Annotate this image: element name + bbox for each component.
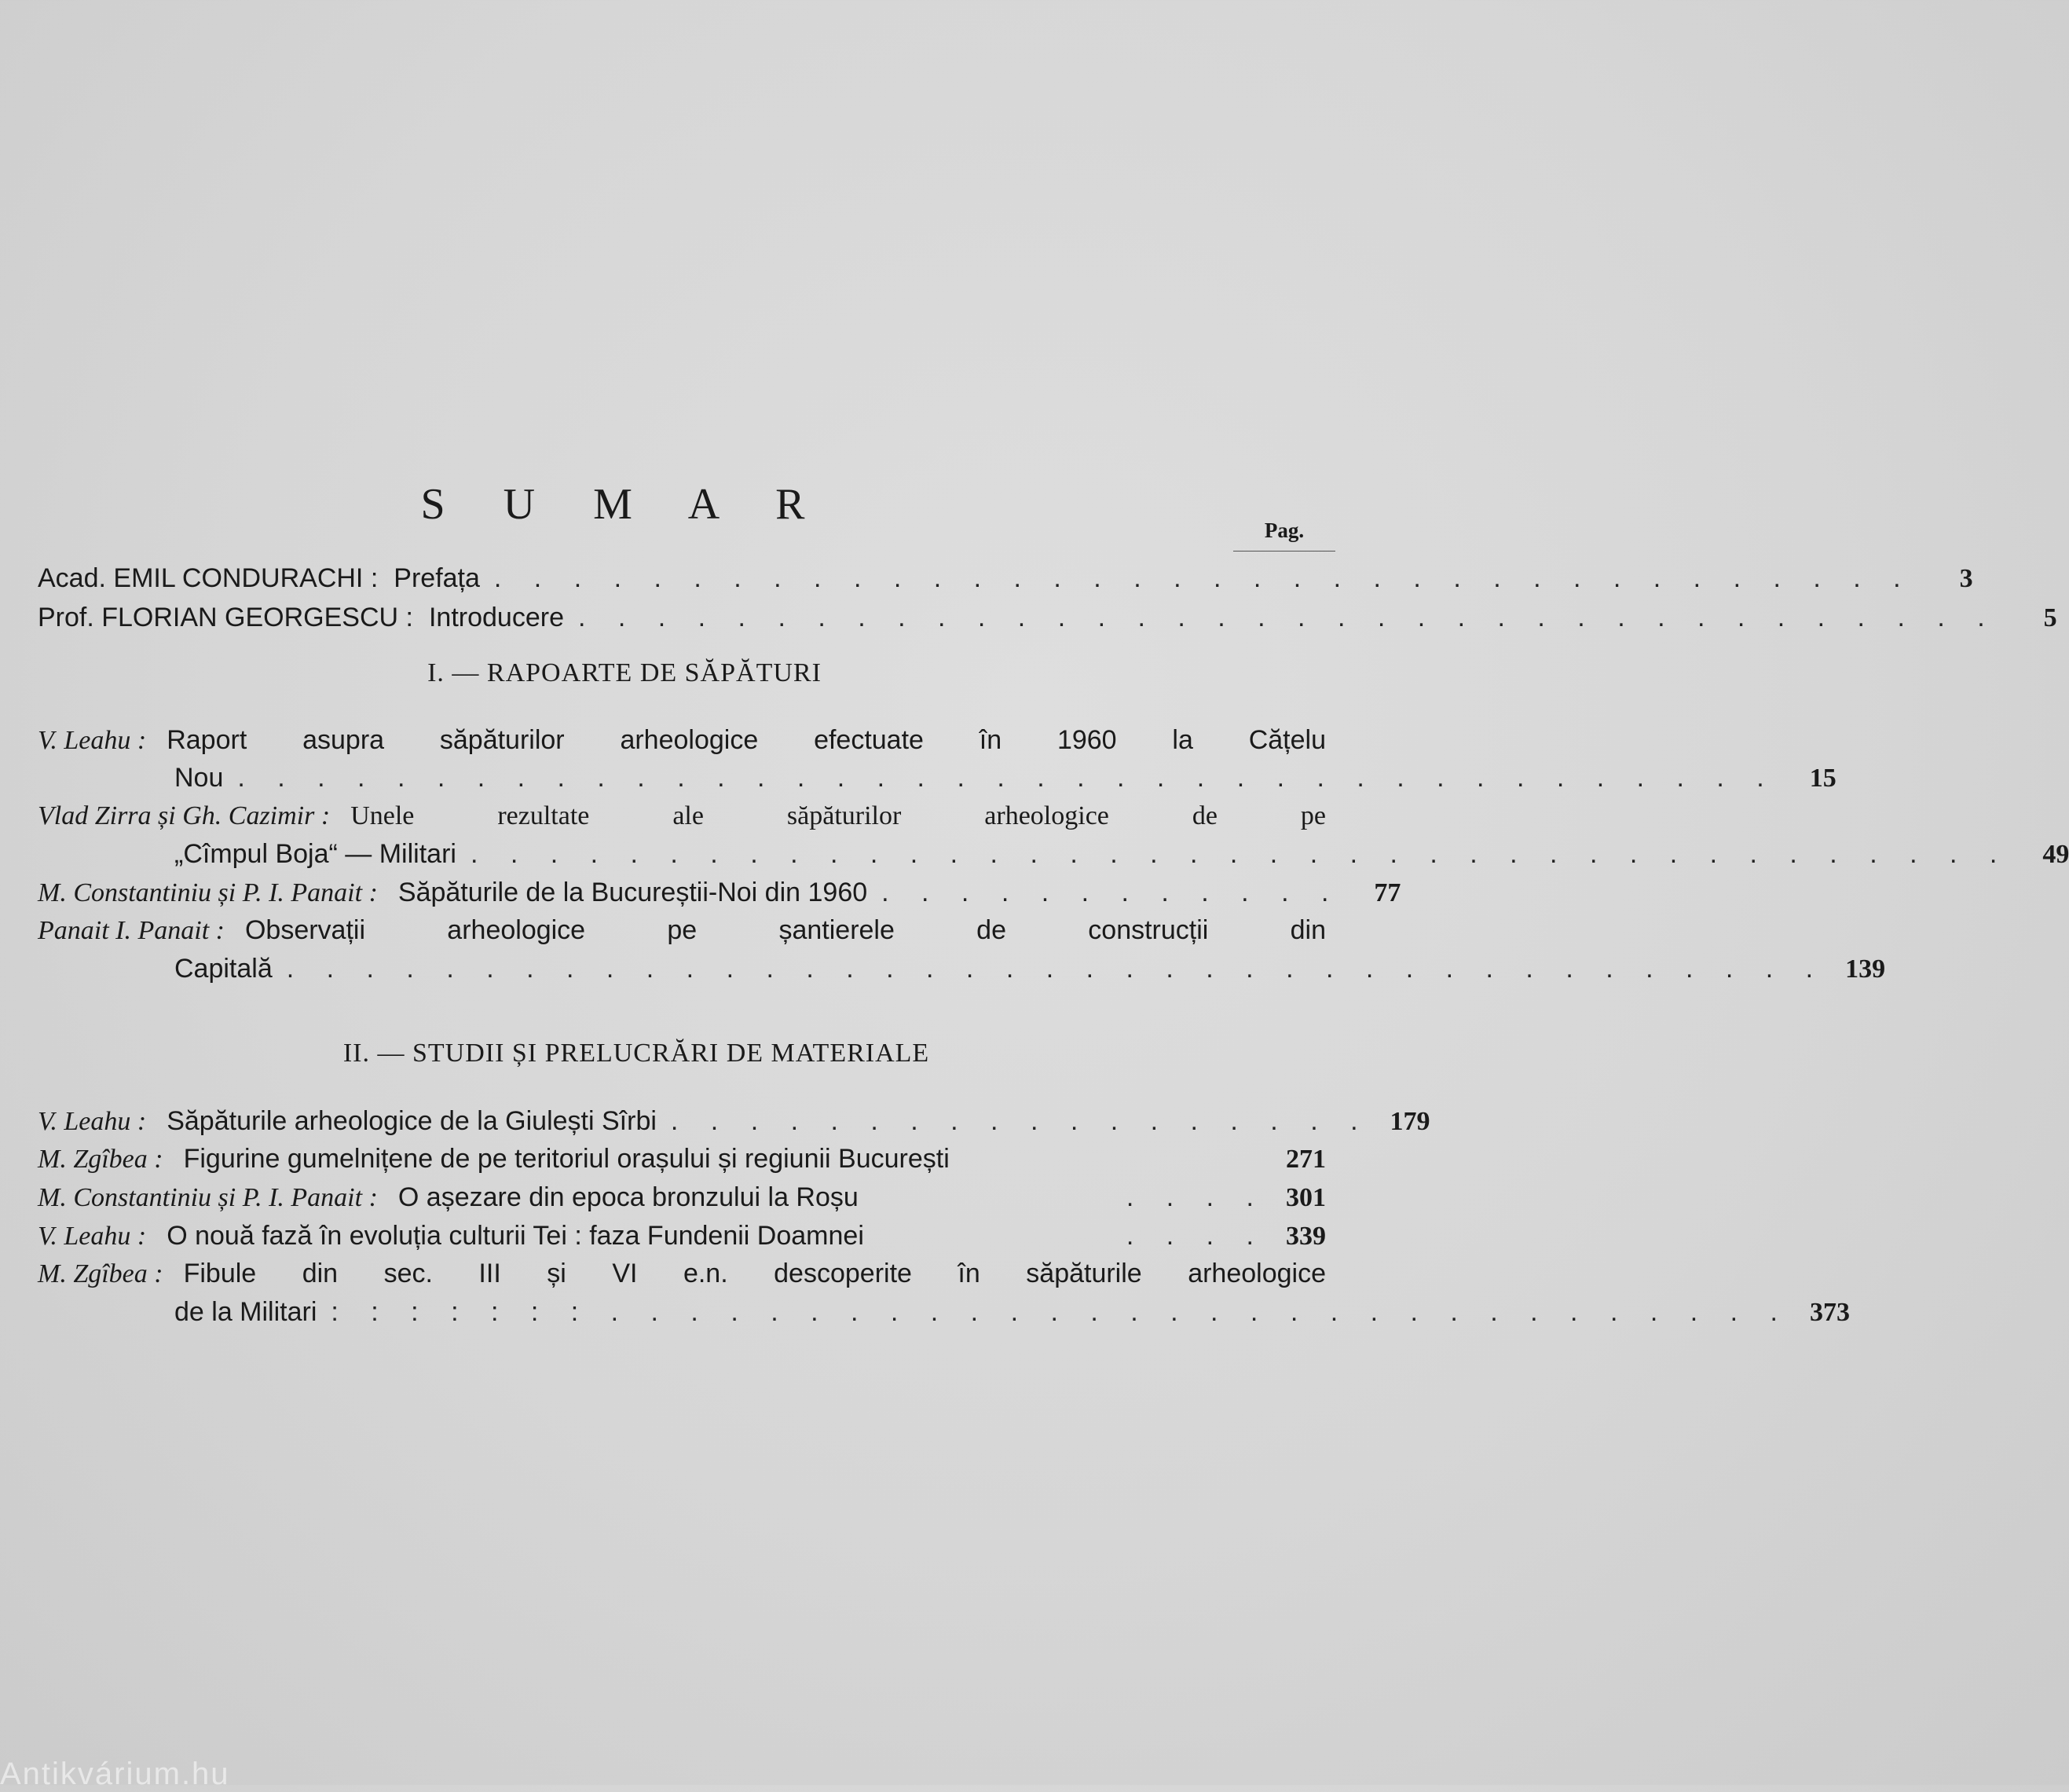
- toc-page-number: 49: [2042, 840, 2069, 869]
- toc-entry: [38, 721, 1326, 759]
- toc-title: Introducere: [428, 603, 564, 632]
- watermark: Antikvárium.hu: [0, 1757, 230, 1791]
- toc-title-continuation: „Cîmpul Boja“ — Militari: [174, 839, 456, 869]
- dot-leader: . . . . . . . . . . . . . . . . . . . . . . . . . . . . . . . . . . . .: [493, 563, 1913, 593]
- toc-title: Figurine gumelnițene de pe teritoriul orașului și regiunii București: [183, 1144, 950, 1174]
- section-heading-1: I. — RAPOARTE DE SĂPĂTURI: [427, 658, 822, 687]
- toc-entry: [38, 1178, 1326, 1216]
- dot-leader: . . . . . . . . . . . . . . . . . . . . . . . . . . . . . . . . . . . . . . .: [237, 763, 1777, 793]
- toc-title: O așezare din epoca bronzului la Roșu: [397, 1182, 859, 1212]
- dot-leader: . . . .: [1126, 1221, 1266, 1251]
- toc-entry-introduction: [38, 599, 2057, 636]
- page-column-header: Pag.: [1233, 519, 1335, 552]
- dot-leader: . . . . . . . . . . . . . . . . . . . . . . . . . . . . . . . . . . . .: [577, 603, 1998, 632]
- toc-title-continuation: de la Militari: [174, 1297, 317, 1327]
- toc-entry-preface: [38, 559, 1973, 597]
- toc-author: M. Constantiniu și P. I. Panait :: [38, 878, 378, 907]
- toc-page-number: 271: [1286, 1145, 1326, 1174]
- dot-leader: . . . . . . . . . . . . . . . . . . . . . . . . . . . . . . . . . . . . . . .: [286, 954, 1826, 984]
- toc-page-number: 339: [1286, 1222, 1326, 1251]
- toc-entry-continuation: [174, 1293, 1850, 1331]
- section-heading-2: II. — STUDII ȘI PRELUCRĂRI DE MATERIALE: [342, 1039, 930, 1068]
- toc-author: Prof. FLORIAN GEORGESCU :: [38, 603, 413, 632]
- toc-entry: [38, 1140, 1326, 1178]
- dot-leader: . . . . . . . . . . . . . . . . . . . . . . . . . . . . . . . . . . . . . . .: [470, 839, 2010, 869]
- toc-author: M. Zgîbea :: [38, 1259, 163, 1288]
- toc-title-continuation: Capitală: [174, 954, 273, 984]
- toc-entry: [38, 911, 1326, 949]
- toc-author: Acad. EMIL CONDURACHI :: [38, 563, 379, 593]
- toc-title: Săpăturile arheologice de la Giulești Sîrbi: [167, 1106, 657, 1136]
- toc-page-number: 15: [1809, 764, 1836, 793]
- toc-page-number: 179: [1390, 1107, 1430, 1136]
- toc-title: O nouă fază în evoluția culturii Tei : faza Fundenii Doamnei: [167, 1221, 864, 1251]
- toc-author: V. Leahu :: [38, 1107, 147, 1136]
- toc-entry-continuation: [174, 759, 1836, 797]
- toc-author: M. Zgîbea :: [38, 1145, 163, 1174]
- toc-page-number: 5: [2043, 603, 2057, 632]
- toc-title: Săpăturile de la Bucureștii-Noi din 1960: [397, 878, 868, 907]
- toc-title-continuation: Nou: [174, 763, 224, 793]
- toc-entry: [38, 1255, 1326, 1292]
- toc-page-number: 301: [1286, 1183, 1326, 1212]
- toc-page-number: 3: [1959, 564, 1973, 593]
- toc-author: Vlad Zirra și Gh. Cazimir :: [38, 801, 331, 830]
- toc-title: Fibule din sec. III și VI e.n. descoperite în săpăturile arheologice: [183, 1259, 1326, 1288]
- dot-leader: : : : : : : : . . . . . . . . . . . . . . . . . . . . . . . . . . . . . .: [331, 1297, 1790, 1327]
- toc-entry-continuation: [174, 950, 1886, 988]
- toc-title: Observații arheologice pe șantierele de construcții din: [244, 915, 1326, 945]
- toc-author: V. Leahu :: [38, 726, 147, 755]
- toc-entry: [38, 797, 1326, 835]
- toc-entry: [38, 1102, 1430, 1140]
- toc-page-number: 77: [1374, 878, 1401, 907]
- dot-leader: . . . .: [1126, 1182, 1266, 1212]
- toc-author: Panait I. Panait :: [38, 916, 225, 945]
- page-title: S U M A R: [420, 480, 829, 529]
- toc-page-number: 373: [1809, 1298, 1850, 1327]
- toc-entry: [38, 1217, 1326, 1255]
- toc-title: Raport asupra săpăturilor arheologice efectuate în 1960 la Cățelu: [167, 725, 1326, 755]
- toc-page-number: 139: [1845, 955, 1886, 984]
- toc-entry-continuation: [174, 835, 2069, 873]
- toc-title: Unele rezultate ale săpăturilor arheologice de pe: [350, 801, 1326, 830]
- toc-entry: [38, 874, 1401, 911]
- toc-author: M. Constantiniu și P. I. Panait :: [38, 1183, 378, 1212]
- dot-leader: . . . . . . . . . . . .: [881, 878, 1342, 907]
- dot-leader: . . . . . . . . . . . . . . . . . .: [670, 1106, 1371, 1136]
- toc-title: Prefața: [394, 563, 480, 593]
- toc-author: V. Leahu :: [38, 1222, 147, 1251]
